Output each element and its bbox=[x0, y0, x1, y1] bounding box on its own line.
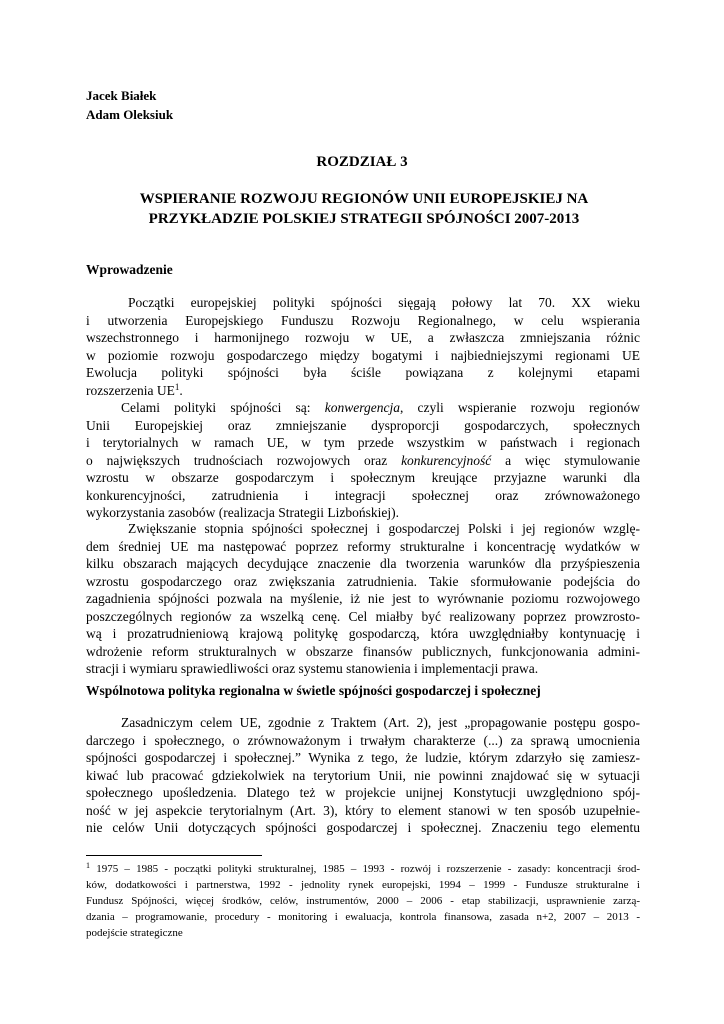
text-line: i terytorialnych w ramach UE, w tym przede wszystkim w państwach i regionach bbox=[86, 435, 640, 450]
text-line: wszechstronnego i harmonijnego rozwoju w UE, a zwłaszcza zmniejszania różnic bbox=[86, 330, 640, 345]
footnote-line bbox=[86, 861, 640, 877]
footnote-reference: 1 bbox=[174, 381, 180, 392]
text-fragment: Celami polityki spójności są: bbox=[121, 400, 325, 415]
title-line: WSPIERANIE ROZWOJU REGIONÓW UNII EUROPEJSKIEJ NA bbox=[139, 191, 589, 207]
text-line: darczego i społecznego, o zrównoważonym i trwałym charakterze (...) za sprawą umocnienia bbox=[86, 732, 640, 748]
text-line: stracji i wymiaru sprawiedliwości oraz systemu stanowienia i implementacji prawa. bbox=[86, 661, 539, 676]
paragraph-1 bbox=[86, 294, 640, 399]
text-fragment: . bbox=[179, 382, 183, 398]
authors bbox=[86, 86, 173, 124]
footnote-line: podejście strategiczne bbox=[86, 927, 183, 939]
text-line: Zasadniczym celem UE, zgodnie z Traktem (Art. 2), jest „propagowanie postępu gospo- bbox=[121, 715, 640, 730]
text-line: zagadnienia spójności pozwala na myślenie, iż nie jest to wyrównanie poziomu rozwojowego bbox=[86, 591, 640, 606]
text-line bbox=[86, 382, 640, 400]
paragraph-4 bbox=[86, 714, 640, 837]
text-line bbox=[86, 399, 640, 417]
emphasis: konkurencyjność bbox=[401, 452, 492, 468]
footnote-number: 1 bbox=[86, 861, 90, 870]
section-heading-regional-policy: Wspólnotowa polityka regionalna w świetle spójności gospodarczej i społecznej bbox=[86, 683, 541, 698]
text-line: i utworzenia Europejskiego Funduszu Rozwoju Regionalnego, w celu wspierania bbox=[86, 312, 640, 328]
footnote-separator bbox=[86, 855, 262, 856]
text-fragment: rozszerzenia UE bbox=[86, 382, 175, 398]
text-line: dem średniej UE ma następować poprzez reformy strukturalne i koncentrację wydatków w bbox=[86, 538, 640, 554]
text-line: w poziomie rozwoju gospodarczego między bogatymi i najbiedniejszymi regionami UE bbox=[86, 347, 640, 363]
footnote-line: Fundusz Spójności, więcej środków, celów, instrumentów, 2000 – 2006 - etap stabilizacji, usprawnienie zarzą- bbox=[86, 895, 640, 907]
text-line bbox=[86, 452, 640, 470]
author-name: Adam Oleksiuk bbox=[86, 107, 174, 122]
text-line: Zwiększanie stopnia spójności społecznej i gospodarczej Polski i jej regionów wzglę- bbox=[128, 521, 640, 536]
text-line: wdrożenie reform strukturalnych w obszarze finansów publicznych, funkcjonowania admini- bbox=[86, 643, 640, 659]
text-line: Unii Europejskiej oraz zmniejszanie dysproporcji gospodarczych, społecznych bbox=[86, 417, 640, 433]
text-line: ność w jej aspekcie terytorialnym (Art. 3), który to element stanowi w ten sposób uzupełnie- bbox=[86, 802, 640, 818]
chapter-label: ROZDZIAŁ 3 bbox=[316, 154, 408, 170]
emphasis: konwergencja bbox=[324, 400, 400, 415]
section-heading-introduction: Wprowadzenie bbox=[86, 262, 173, 277]
author-name: Jacek Białek bbox=[86, 88, 157, 103]
text-line: wykorzystania zasobów (realizacja Strategii Lizbońskiej). bbox=[86, 505, 400, 520]
text-line: spójności gospodarczej i społecznej.” Wynika z tego, że ludzie, którym zdarzyło się zamiesz- bbox=[86, 750, 640, 765]
text-line: nie celów Unii dotyczących spójności gospodarczej i społecznej. Znaczeniu tego elementu bbox=[86, 820, 640, 835]
text-line: Początki europejskiej polityki spójności sięgają połowy lat 70. XX wieku bbox=[128, 295, 640, 310]
text-line: Ewolucja polityki spójności była ściśle powiązana z kolejnymi etapami bbox=[86, 365, 640, 380]
text-line: kiwać lub pracować gdziekolwiek na terytorium Unii, nie powinni znajdować się w sytuacji bbox=[86, 767, 640, 783]
paragraph-3 bbox=[86, 520, 640, 678]
paragraph-2 bbox=[86, 399, 640, 522]
title-line: PRZYKŁADZIE POLSKIEJ STRATEGII SPÓJNOŚCI 2007-2013 bbox=[148, 211, 580, 227]
text-fragment: a więc stymulowanie bbox=[491, 452, 640, 468]
footnote bbox=[86, 861, 640, 941]
text-fragment: , czyli wspieranie rozwoju regionów bbox=[399, 400, 640, 415]
text-line: konkurencyjności, zatrudnienia i integracji społecznej oraz zrównoważonego bbox=[86, 487, 640, 503]
text-fragment: o największych trudnościach rozwojowych oraz bbox=[86, 452, 402, 468]
footnote-line: ków, dodatkowości i partnerstwa, 1992 - jednolity rynek europejski, 1994 – 1999 - Fundusze strukturalne i bbox=[86, 879, 640, 891]
chapter-title bbox=[86, 189, 642, 229]
text-line: wzrostu w obszarze gospodarczym i społecznym kreujące przyjazne warunki dla bbox=[86, 470, 640, 485]
text-line: społecznego upośledzenia. Dlatego też w projekcie unijnej Konstytucji uwzględniono spój- bbox=[86, 785, 640, 800]
text-line: wą i prozatrudnieniową krajową politykę gospodarczą, która uwzględniałby kontynuację i bbox=[86, 626, 640, 641]
text-line: poszczególnych regionów za wszelką cenę. Cel miałby być realizowany poprzez prowzrosto- bbox=[86, 608, 640, 624]
text-line: wzrostu gospodarczego oraz zwiększania zatrudnienia. Takie sformułowanie podejścia do bbox=[86, 573, 640, 589]
footnote-line: dzania – programowanie, procedury - monitoring i ewaluacja, kontrola finansowa, zasada n+2, 2007 – 2013 - bbox=[86, 911, 640, 923]
text-fragment: 1975 – 1985 - początki polityki strukturalnej, 1985 – 1993 - rozwój i rozszerzenie - zasady: koncentracji środ- bbox=[90, 863, 640, 875]
text-line: kilku obszarach mających decydujące znaczenie dla tworzenia warunków dla przyśpieszenia bbox=[86, 556, 640, 571]
